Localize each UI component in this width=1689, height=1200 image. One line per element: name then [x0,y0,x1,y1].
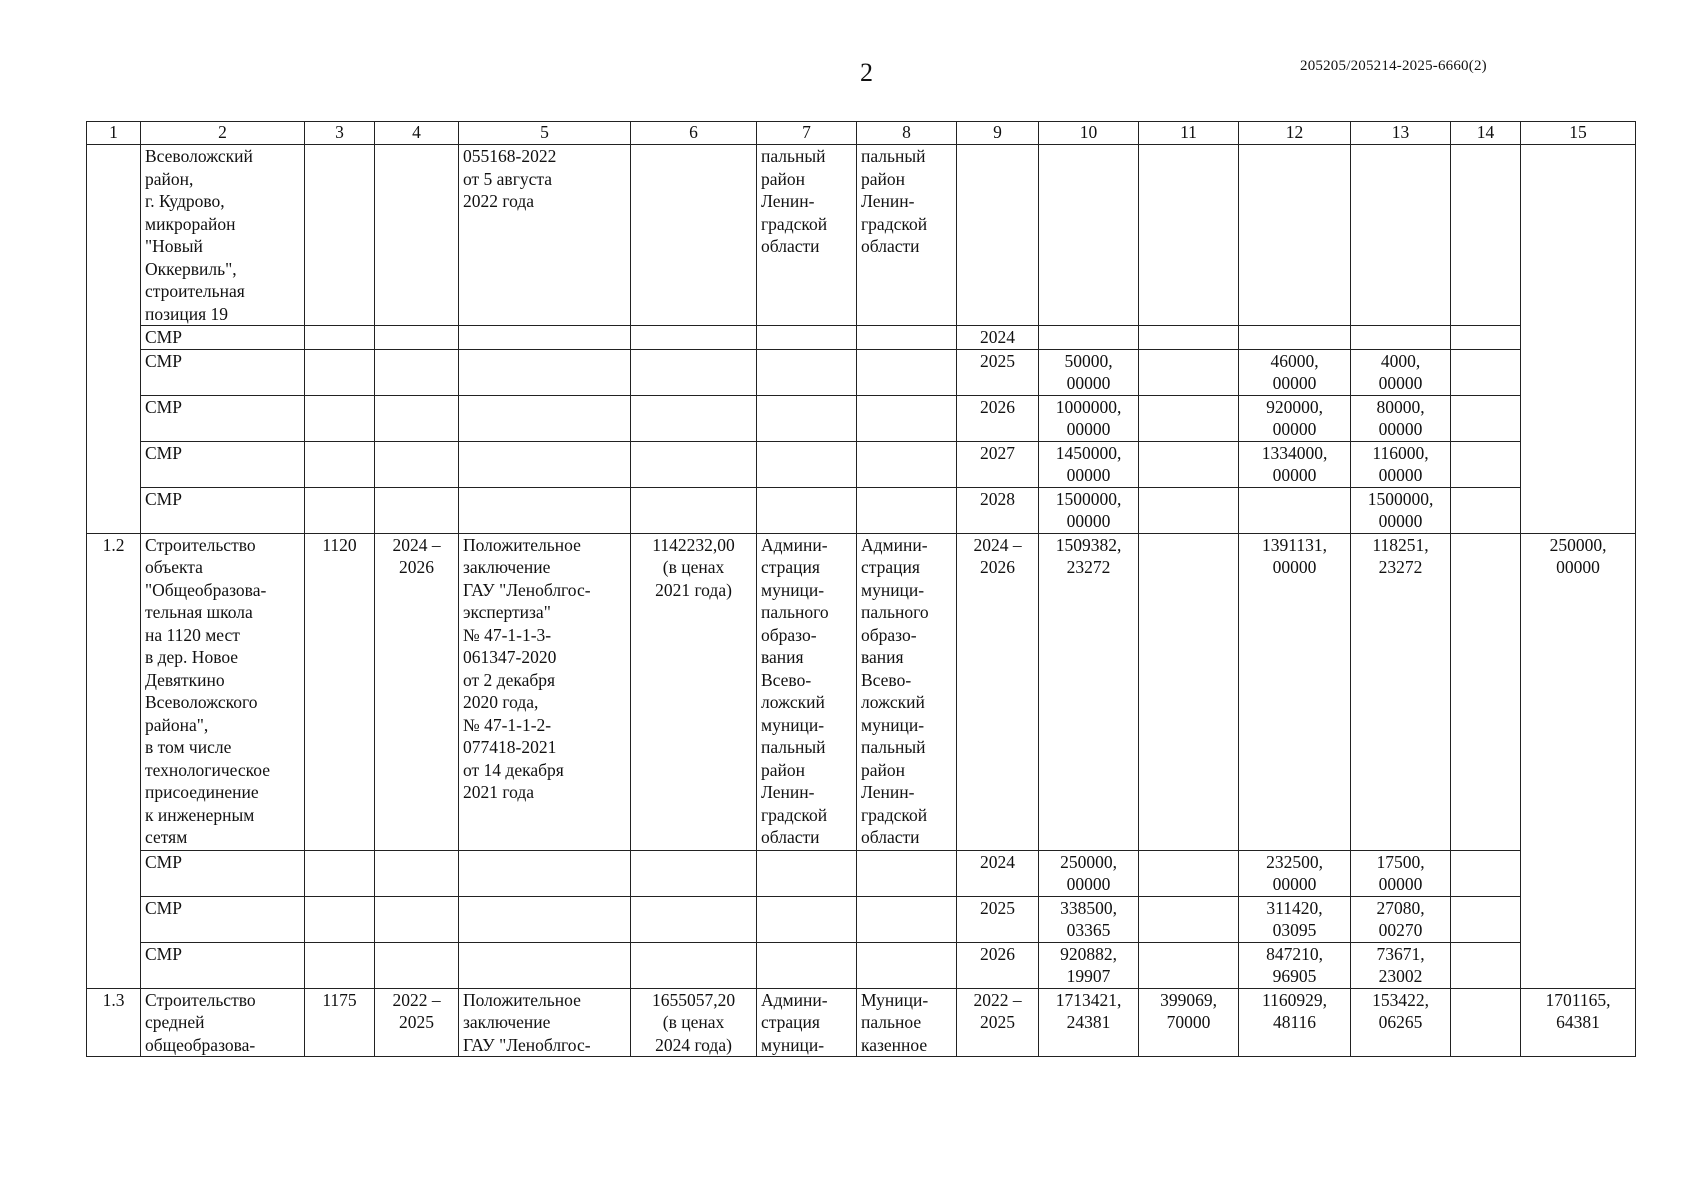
total-cell: 1000000, 00000 [1039,395,1139,441]
table-row [87,896,1636,942]
cell-empty [375,145,459,326]
estimated-cost-cell: 1655057,20 (в ценах 2024 года) [631,988,757,1057]
local-budget-cell: 27080, 00270 [1351,896,1451,942]
cell-empty [1521,145,1636,534]
developer-cell: пальный район Ленин- градской области [857,145,957,326]
year-cell: 2026 [957,395,1039,441]
table-row [87,942,1636,988]
cell-empty [1239,145,1351,326]
col-header: 1 [87,122,141,145]
expertise-cell: Положительное заключение ГАУ "Леноблгос- экспертиза" № 47-1-1-3- 061347-2020 от 2 декабря 2020 года, № 47-1-1-2- 077418-2021 от 14 декабря 2021 года [459,533,631,850]
year-cell: 2025 [957,349,1039,395]
local-budget-cell: 1500000, 00000 [1351,487,1451,533]
col-header: 3 [305,122,375,145]
local-budget-cell: 118251, 23272 [1351,533,1451,850]
table-row [87,441,1636,487]
total-cell: 50000, 00000 [1039,349,1139,395]
customer-cell: пальный район Ленин- градской области [757,145,857,326]
customer-cell: Админи- страция муници- пального образо- вания Всево- ложский муници- пальный район Ленин- градской области [757,533,857,850]
year-cell: 2022 – 2025 [957,988,1039,1057]
table-row [87,145,1636,326]
table-row [87,349,1636,395]
col-header: 5 [459,122,631,145]
regional-budget-cell [1239,326,1351,350]
estimated-cost-cell: 1142232,00 (в ценах 2021 года) [631,533,757,850]
col-header: 14 [1451,122,1521,145]
total-cell: 250000, 00000 [1039,850,1139,896]
cell-empty [1351,145,1451,326]
year-cell: 2024 – 2026 [957,533,1039,850]
object-name-cell: Всеволожский район, г. Кудрово, микрорайон "Новый Оккервиль", строительная позиция 19 [141,145,305,326]
total-cell: 1500000, 00000 [1039,487,1139,533]
object-name-cell: Строительство объекта "Общеобразова- тельная школа на 1120 мест в дер. Новое Девяткино Всеволожского района", в том числе технологическое присоединение к инженерным сетям [141,533,305,850]
cell-empty [87,145,141,534]
period-cell: 2022 – 2025 [375,988,459,1057]
regional-budget-cell: 311420, 03095 [1239,896,1351,942]
document-id: 205205/205214-2025-6660(2) [1300,58,1487,74]
regional-budget-cell: 46000, 00000 [1239,349,1351,395]
regional-budget-cell: 232500, 00000 [1239,850,1351,896]
col-header: 2 [141,122,305,145]
other-cell [1451,988,1521,1057]
table-row [87,395,1636,441]
total-cell: 1509382, 23272 [1039,533,1139,850]
regional-budget-cell: 920000, 00000 [1239,395,1351,441]
regional-budget-cell: 1391131, 00000 [1239,533,1351,850]
col-header: 15 [1521,122,1636,145]
total-cell: 338500, 03365 [1039,896,1139,942]
federal-budget-cell: 399069, 70000 [1139,988,1239,1057]
local-budget-cell: 73671, 23002 [1351,942,1451,988]
local-budget-cell: 17500, 00000 [1351,850,1451,896]
total-cell [1039,326,1139,350]
investment-table [86,121,1636,1057]
period-cell: 2024 – 2026 [375,533,459,850]
year-cell: 2025 [957,896,1039,942]
smr-label: СМР [141,326,305,350]
col-header: 7 [757,122,857,145]
local-budget-cell: 4000, 00000 [1351,349,1451,395]
table-row [87,326,1636,350]
cell-empty [631,145,757,326]
col15-cell: 250000, 00000 [1521,533,1636,988]
federal-budget-cell [1139,533,1239,850]
col-header: 6 [631,122,757,145]
smr-label: СМР [141,896,305,942]
smr-label: СМР [141,942,305,988]
col-header: 13 [1351,122,1451,145]
local-budget-cell: 153422, 06265 [1351,988,1451,1057]
local-budget-cell [1351,326,1451,350]
smr-label: СМР [141,349,305,395]
col15-cell: 1701165, 64381 [1521,988,1636,1057]
col-header: 12 [1239,122,1351,145]
table-row [87,850,1636,896]
table-row [87,533,1636,850]
cell-empty [1039,145,1139,326]
object-name-cell: Строительство средней общеобразова- [141,988,305,1057]
col-header: 8 [857,122,957,145]
smr-label: СМР [141,850,305,896]
table-row [87,487,1636,533]
total-cell: 1450000, 00000 [1039,441,1139,487]
col-header: 11 [1139,122,1239,145]
smr-label: СМР [141,395,305,441]
col-header: 10 [1039,122,1139,145]
regional-budget-cell: 1334000, 00000 [1239,441,1351,487]
total-cell: 1713421, 24381 [1039,988,1139,1057]
header-row [87,122,1636,145]
total-cell: 920882, 19907 [1039,942,1139,988]
year-cell: 2027 [957,441,1039,487]
regional-budget-cell: 1160929, 48116 [1239,988,1351,1057]
year-cell: 2026 [957,942,1039,988]
table-row [87,988,1636,1057]
regional-budget-cell [1239,487,1351,533]
year-cell: 2024 [957,326,1039,350]
smr-label: СМР [141,441,305,487]
page-number: 2 [860,58,873,87]
year-cell: 2024 [957,850,1039,896]
developer-cell: Муници- пальное казенное [857,988,957,1057]
cell-empty [1451,145,1521,326]
cell-empty [957,145,1039,326]
smr-label: СМР [141,487,305,533]
regional-budget-cell: 847210, 96905 [1239,942,1351,988]
other-cell [1451,533,1521,850]
cell-empty [305,145,375,326]
year-cell: 2028 [957,487,1039,533]
col-header: 4 [375,122,459,145]
item-number: 1.2 [87,533,141,988]
col-header: 9 [957,122,1039,145]
item-number: 1.3 [87,988,141,1057]
developer-cell: Админи- страция муници- пального образо- вания Всево- ложский муници- пальный район Ленин- градской области [857,533,957,850]
expertise-cell: 055168-2022 от 5 августа 2022 года [459,145,631,326]
cell-empty [1139,145,1239,326]
local-budget-cell: 116000, 00000 [1351,441,1451,487]
local-budget-cell: 80000, 00000 [1351,395,1451,441]
expertise-cell: Положительное заключение ГАУ "Леноблгос- [459,988,631,1057]
capacity-cell: 1120 [305,533,375,850]
customer-cell: Админи- страция муници- [757,988,857,1057]
capacity-cell: 1175 [305,988,375,1057]
